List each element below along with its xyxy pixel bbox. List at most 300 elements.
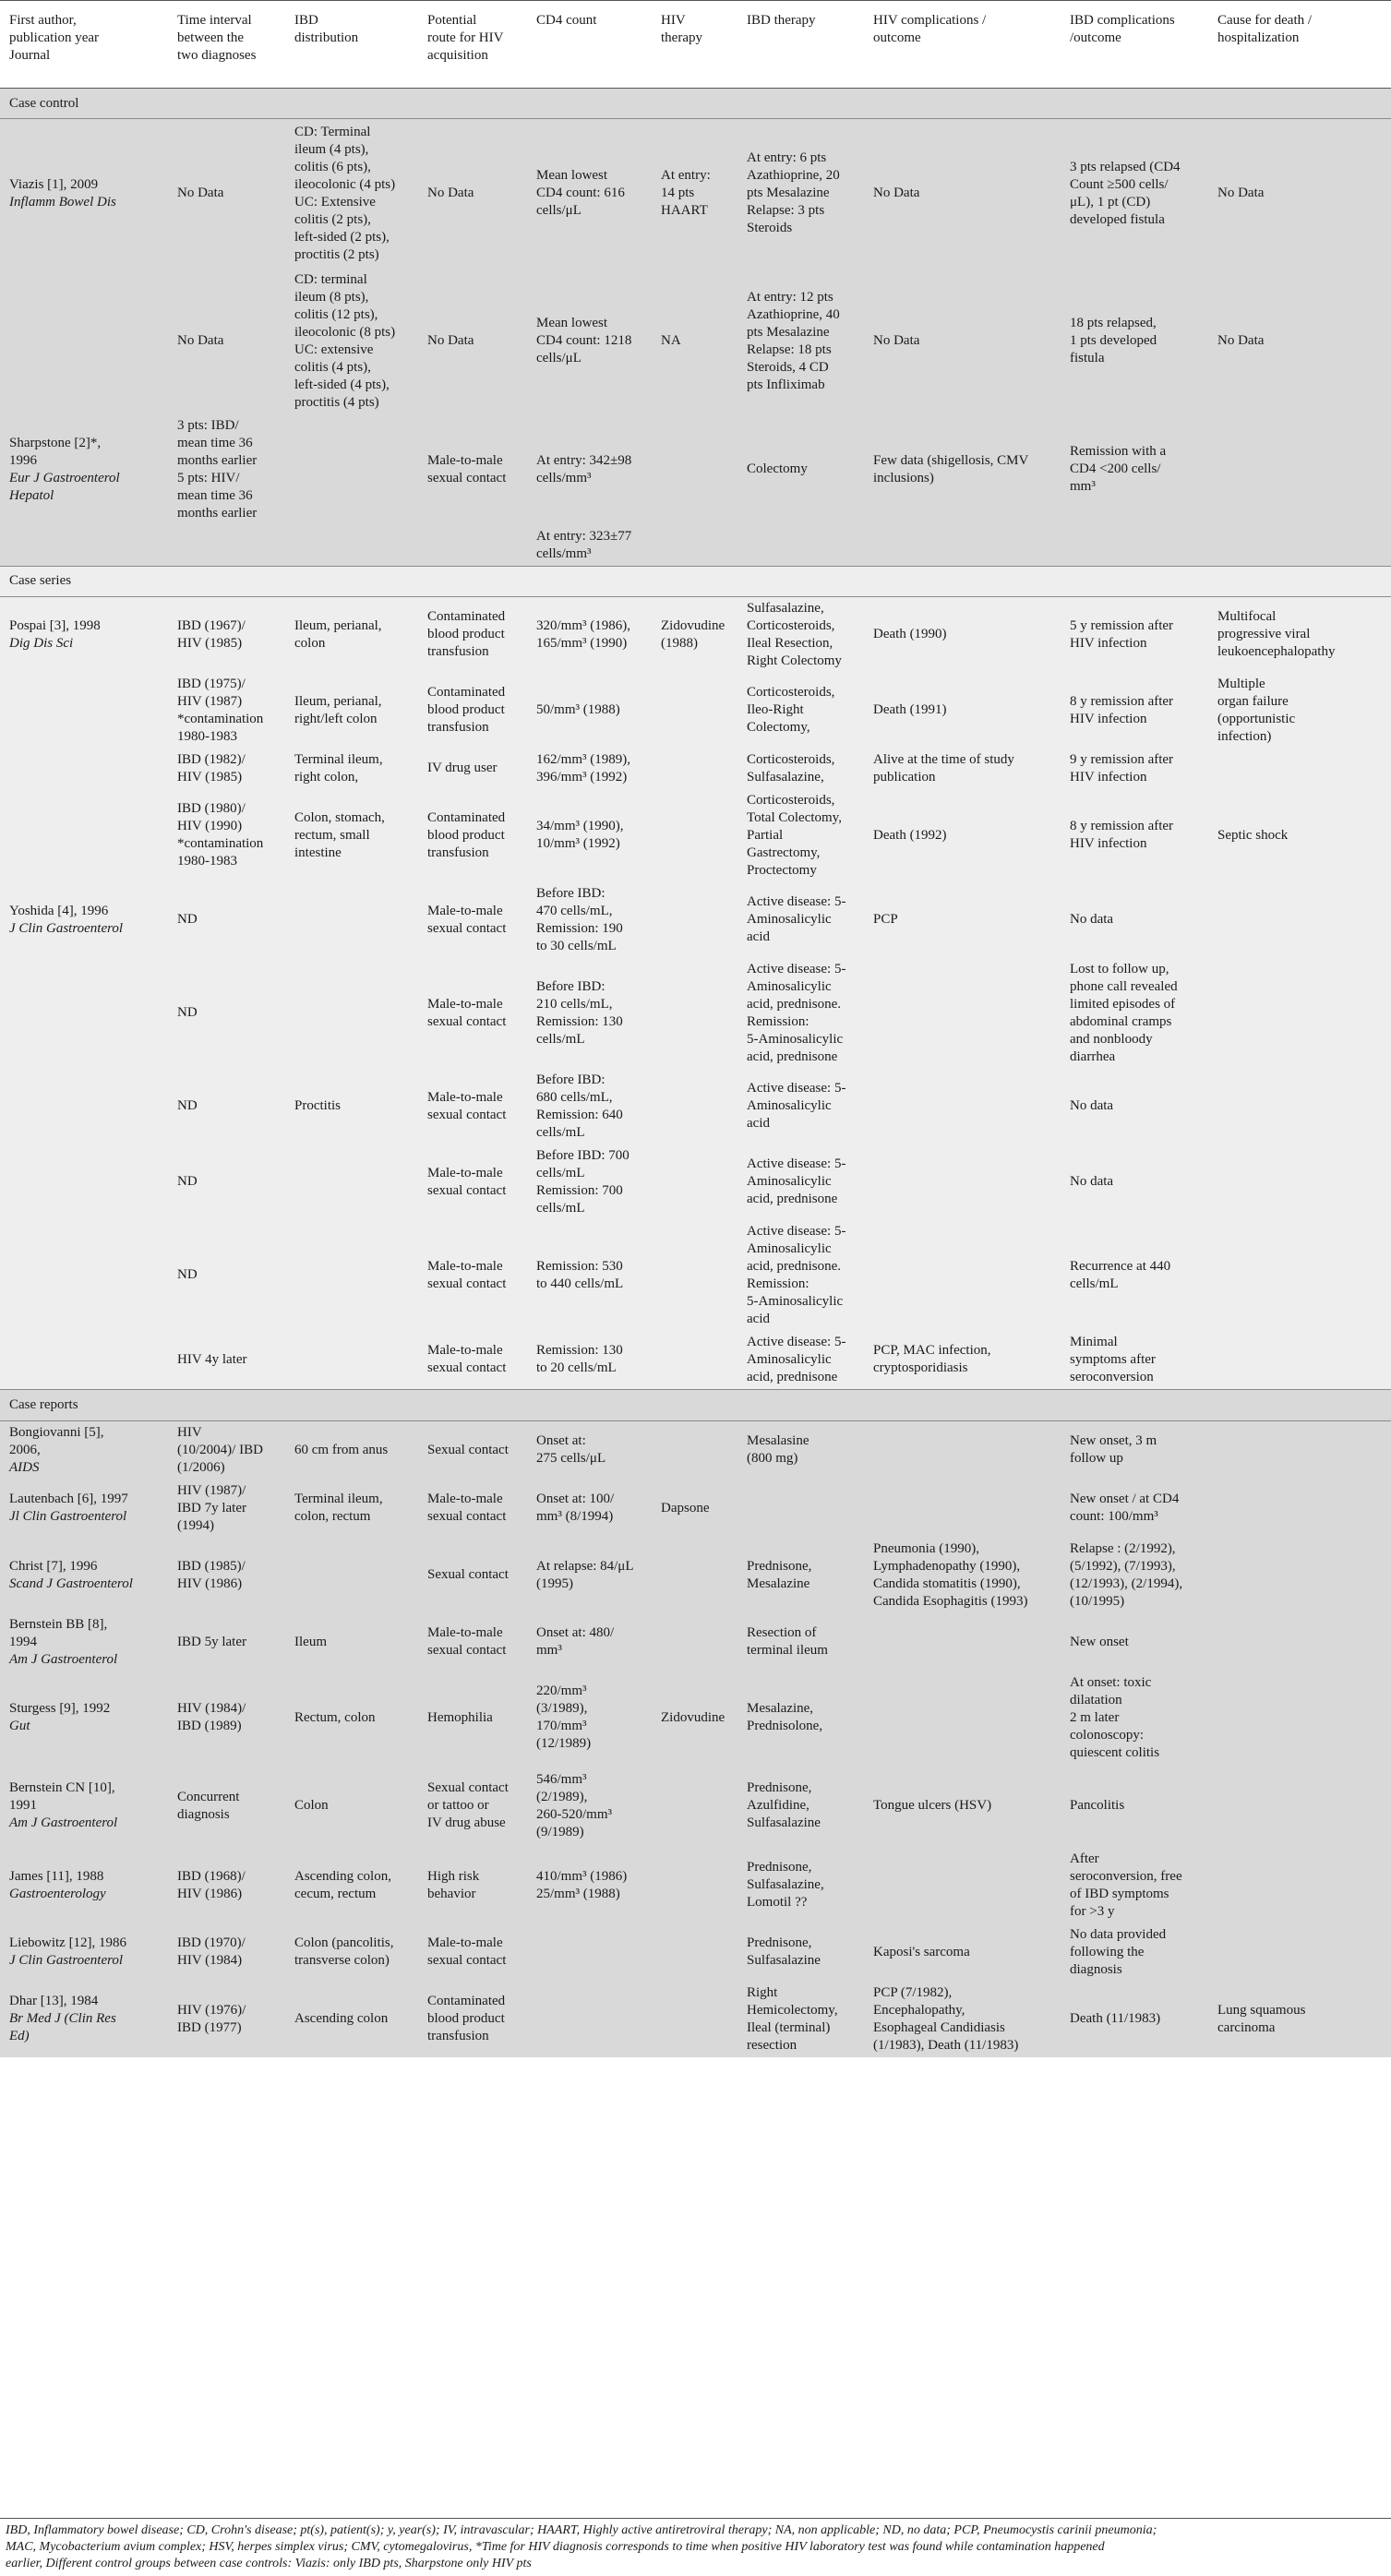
section-title: Case series [0,566,1391,596]
table-row [0,1848,1391,1923]
interval-cell: ND [168,958,285,1069]
interval-cell: IBD (1968)/ HIV (1986) [168,1848,285,1923]
route-cell: Contaminated blood product transfusion [418,673,527,749]
journal-name: Am J Gastroenterol [9,1815,118,1830]
journal-name: Gut [9,1719,30,1733]
hiv-therapy-cell [652,882,737,958]
interval-cell: ND [168,1069,285,1144]
hiv-therapy-cell [652,958,737,1069]
author-name: Bernstein BB [8], 1994 [9,1616,108,1649]
section-title-row [0,89,1391,119]
ibd-outcome-cell: New onset [1061,1613,1208,1671]
cd4-cell: Mean lowest CD4 count: 616 cells/μL [527,119,652,269]
cd4-cell: 410/mm³ (1986) 25/mm³ (1988) [527,1848,652,1923]
ibd-outcome-cell: Recurrence at 440 cells/mL [1061,1220,1208,1331]
hiv-therapy-cell [652,1220,737,1331]
cd4-cell: 34/mm³ (1990), 10/mm³ (1992) [527,789,652,882]
route-cell: High risk behavior [418,1848,527,1923]
ibd-outcome-cell: No data [1061,1144,1208,1220]
table-row [0,596,1391,673]
section-1 [0,89,1391,567]
section-title-row [0,566,1391,596]
death-cell [1208,525,1391,567]
interval-cell: 3 pts: IBD/ mean time 36 months earlier 5 pts: HIV/ mean time 36 months earlier [168,414,285,525]
ibd-outcome-cell: Remission with a CD4 <200 cells/ mm³ [1061,414,1208,525]
section-title-row [0,1389,1391,1420]
journal-name: Am J Gastroenterol [9,1651,118,1667]
distribution-cell: CD: Terminal ileum (4 pts), colitis (6 pts), ileocolonic (4 pts) UC: Extensive colitis (2 pts), left-sided (2 pts), proctitis (2 pts) [285,119,418,269]
table-footnote [0,2518,1391,2572]
header-author: First author, publication year Journal [0,1,168,89]
interval-cell [168,525,285,567]
journal-name: Dig Dis Sci [9,635,74,651]
cd4-cell: 546/mm³ (2/1989), 260-520/mm³ (9/1989) [527,1765,652,1848]
table-row [0,119,1391,269]
author-cell [0,882,168,958]
table-row [0,1671,1391,1765]
hiv-therapy-cell [652,673,737,749]
author-name: Liebowitz [12], 1986 [9,1935,127,1950]
ibd-therapy-cell: At entry: 6 pts Azathioprine, 20 pts Mesalazine Relapse: 3 pts Steroids [737,119,864,269]
table-row [0,673,1391,749]
table-row [0,789,1391,882]
route-cell: Hemophilia [418,1671,527,1765]
table-row [0,525,1391,567]
ibd-outcome-cell: Lost to follow up, phone call revealed limited episodes of abdominal cramps and nonbloody diarrhea [1061,958,1208,1069]
hiv-outcome-cell: Death (1990) [864,596,1061,673]
route-cell: Male-to-male sexual contact [418,414,527,525]
hiv-outcome-cell: No Data [864,269,1061,414]
distribution-cell: Ascending colon, cecum, rectum [285,1848,418,1923]
ibd-outcome-cell: No data [1061,882,1208,958]
cd4-cell: 162/mm³ (1989), 396/mm³ (1992) [527,749,652,789]
ibd-outcome-cell: At onset: toxic dilatation 2 m later colonoscopy: quiescent colitis [1061,1671,1208,1765]
author-cell [0,1069,168,1144]
distribution-cell: Ascending colon [285,1982,418,2057]
distribution-cell: Ileum [285,1613,418,1671]
hiv-outcome-cell: PCP (7/1982), Encephalopathy, Esophageal Candidiasis (1/1983), Death (11/1983) [864,1982,1061,2057]
route-cell: No Data [418,269,527,414]
hiv-outcome-cell [864,1144,1061,1220]
hiv-therapy-cell [652,1982,737,2057]
death-cell: Multiple organ failure (opportunistic infection) [1208,673,1391,749]
author-cell [0,1613,168,1671]
hiv-therapy-cell [652,1765,737,1848]
hiv-therapy-cell: NA [652,269,737,414]
table-row [0,1144,1391,1220]
author-cell [0,749,168,789]
ibd-therapy-cell: Colectomy [737,414,864,525]
author-name: Dhar [13], 1984 [9,1994,99,2008]
ibd-therapy-cell: Active disease: 5- Aminosalicylic acid [737,1069,864,1144]
distribution-cell: Colon (pancolitis, transverse colon) [285,1923,418,1982]
journal-name: Br Med J (Clin Res Ed) [9,2011,116,2043]
cd4-cell: Onset at: 100/ mm³ (8/1994) [527,1480,652,1538]
hiv-therapy-cell: Dapsone [652,1480,737,1538]
cd4-cell: Onset at: 480/ mm³ [527,1613,652,1671]
hiv-outcome-cell [864,1220,1061,1331]
ibd-outcome-cell: 3 pts relapsed (CD4 Count ≥500 cells/ μL), 1 pt (CD) developed fistula [1061,119,1208,269]
author-cell [0,1538,168,1613]
interval-cell: Concurrent diagnosis [168,1765,285,1848]
author-name: Sturgess [9], 1992 [9,1701,111,1716]
ibd-outcome-cell: Minimal symptoms after seroconversion [1061,1331,1208,1390]
interval-cell: ND [168,1220,285,1331]
death-cell [1208,414,1391,525]
distribution-cell: Ileum, perianal, colon [285,596,418,673]
author-cell [0,673,168,749]
hiv-outcome-cell: PCP, MAC infection, cryptosporidiasis [864,1331,1061,1390]
death-cell [1208,1220,1391,1331]
ibd-therapy-cell: Corticosteroids, Total Colectomy, Partial Gastrectomy, Proctectomy [737,789,864,882]
ibd-therapy-cell [737,1480,864,1538]
ibd-therapy-cell: Corticosteroids, Ileo-Right Colectomy, [737,673,864,749]
journal-name: J Clin Gastroenterol [9,920,124,936]
hiv-outcome-cell: Alive at the time of study publication [864,749,1061,789]
interval-cell: IBD (1980)/ HIV (1990) *contamination 1980-1983 [168,789,285,882]
ibd-outcome-cell: Death (11/1983) [1061,1982,1208,2057]
distribution-cell [285,958,418,1069]
ibd-therapy-cell: Right Hemicolectomy, Ileal (terminal) resection [737,1982,864,2057]
author-cell [0,525,168,567]
hiv-outcome-cell: Pneumonia (1990), Lymphadenopathy (1990), Candida stomatitis (1990), Candida Esophagitis (1993) [864,1538,1061,1613]
cd4-cell: At relapse: 84/μL (1995) [527,1538,652,1613]
ibd-therapy-cell: Active disease: 5- Aminosalicylic acid, prednisone. Remission: 5-Aminosalicylic acid, prednisone [737,958,864,1069]
death-cell [1208,1671,1391,1765]
hiv-therapy-cell [652,1420,737,1480]
ibd-outcome-cell: Relapse : (2/1992), (5/1992), (7/1993), (12/1993), (2/1994), (10/1995) [1061,1538,1208,1613]
death-cell [1208,749,1391,789]
ibd-outcome-cell: New onset, 3 m follow up [1061,1420,1208,1480]
hiv-therapy-cell [652,1144,737,1220]
table-row [0,269,1391,414]
cd4-cell: Before IBD: 210 cells/mL, Remission: 130 cells/mL [527,958,652,1069]
interval-cell: IBD (1982)/ HIV (1985) [168,749,285,789]
hiv-therapy-cell [652,414,737,525]
section-title: Case reports [0,1389,1391,1420]
author-cell [0,1144,168,1220]
ibd-outcome-cell: 18 pts relapsed, 1 pts developed fistula [1061,269,1208,414]
header-row [0,1,1391,89]
distribution-cell: CD: terminal ileum (8 pts), colitis (12 pts), ileocolonic (8 pts) UC: extensive colitis (4 pts), left-sided (4 pts), proctitis (4 pts) [285,269,418,414]
hiv-therapy-cell: Zidovudine (1988) [652,596,737,673]
ibd-therapy-cell: Active disease: 5- Aminosalicylic acid [737,882,864,958]
cd4-cell [527,1982,652,2057]
hiv-therapy-cell: Zidovudine [652,1671,737,1765]
hiv-outcome-cell [864,1480,1061,1538]
route-cell: Male-to-male sexual contact [418,1220,527,1331]
ibd-therapy-cell: Active disease: 5- Aminosalicylic acid, prednisone [737,1331,864,1390]
author-name: Yoshida [4], 1996 [9,903,109,918]
author-name: Sharpstone [2]*, 1996 [9,435,102,468]
author-cell [0,1220,168,1331]
interval-cell: HIV (1987)/ IBD 7y later (1994) [168,1480,285,1538]
author-cell [0,269,168,414]
footnote-line-3: earlier, Different control groups between case controls: Viazis: only IBD pts, Sharpstone only HIV pts [6,2557,532,2570]
ibd-outcome-cell: No data provided following the diagnosis [1061,1923,1208,1982]
hiv-outcome-cell [864,1613,1061,1671]
journal-name: AIDS [9,1459,40,1475]
interval-cell: IBD (1967)/ HIV (1985) [168,596,285,673]
ibd-outcome-cell: Pancolitis [1061,1765,1208,1848]
author-name: James [11], 1988 [9,1868,104,1884]
interval-cell: HIV (10/2004)/ IBD (1/2006) [168,1420,285,1480]
hiv-therapy-cell [652,1613,737,1671]
ibd-therapy-cell: Active disease: 5- Aminosalicylic acid, prednisone. Remission: 5-Aminosalicylic acid [737,1220,864,1331]
header-ibd-outcome: IBD complications /outcome [1061,1,1208,89]
header-distribution: IBD distribution [285,1,418,89]
ibd-outcome-cell [1061,525,1208,567]
cd4-cell: 220/mm³ (3/1989), 170/mm³ (12/1989) [527,1671,652,1765]
distribution-cell [285,1220,418,1331]
author-cell [0,414,168,525]
journal-name: Scand J Gastroenterol [9,1576,133,1591]
author-cell [0,1480,168,1538]
cd4-cell: Remission: 530 to 440 cells/mL [527,1220,652,1331]
author-cell [0,1848,168,1923]
ibd-therapy-cell: Prednisone, Sulfasalazine, Lomotil ?? [737,1848,864,1923]
death-cell [1208,1613,1391,1671]
death-cell [1208,1765,1391,1848]
route-cell: No Data [418,119,527,269]
cd4-cell: Before IBD: 700 cells/mL Remission: 700 cells/mL [527,1144,652,1220]
route-cell: Sexual contact or tattoo or IV drug abuse [418,1765,527,1848]
ibd-therapy-cell: Prednisone, Sulfasalazine [737,1923,864,1982]
author-name: Christ [7], 1996 [9,1558,98,1574]
distribution-cell: Ileum, perianal, right/left colon [285,673,418,749]
header-hiv-therapy: HIV therapy [652,1,737,89]
hiv-outcome-cell: No Data [864,119,1061,269]
interval-cell: IBD (1970)/ HIV (1984) [168,1923,285,1982]
distribution-cell [285,1331,418,1390]
interval-cell: HIV (1976)/ IBD (1977) [168,1982,285,2057]
distribution-cell [285,882,418,958]
ibd-therapy-cell: Mesalasine (800 mg) [737,1420,864,1480]
ibd-outcome-cell: 9 y remission after HIV infection [1061,749,1208,789]
author-cell [0,1420,168,1480]
death-cell [1208,882,1391,958]
route-cell: Male-to-male sexual contact [418,882,527,958]
ibd-therapy-cell [737,525,864,567]
interval-cell: HIV (1984)/ IBD (1989) [168,1671,285,1765]
author-name: Lautenbach [6], 1997 [9,1492,128,1506]
distribution-cell: Terminal ileum, right colon, [285,749,418,789]
death-cell: Lung squamous carcinoma [1208,1982,1391,2057]
table-row [0,882,1391,958]
journal-name: Inflamm Bowel Dis [9,194,116,210]
route-cell: Male-to-male sexual contact [418,1480,527,1538]
death-cell [1208,1480,1391,1538]
table-row [0,1069,1391,1144]
route-cell: Male-to-male sexual contact [418,1144,527,1220]
ibd-therapy-cell: Mesalazine, Prednisolone, [737,1671,864,1765]
hiv-outcome-cell [864,1671,1061,1765]
journal-name: Eur J Gastroenterol Hepatol [9,470,120,503]
ibd-therapy-cell: Sulfasalazine, Corticosteroids, Ileal Resection, Right Colectomy [737,596,864,673]
ibd-outcome-cell: 8 y remission after HIV infection [1061,673,1208,749]
table-row [0,1220,1391,1331]
cd4-cell: Before IBD: 470 cells/mL, Remission: 190 to 30 cells/mL [527,882,652,958]
death-cell [1208,1923,1391,1982]
distribution-cell: Terminal ileum, colon, rectum [285,1480,418,1538]
footnote-line-1: IBD, Inflammatory bowel disease; CD, Crohn's disease; pt(s), patient(s); y, year(s); IV, intravascular; HAART, Highly active antiretroviral therapy; NA, non applicable; ND, no data; PCP, Pneumocystis carinii pneumonia; [6,2523,1157,2537]
distribution-cell: 60 cm from anus [285,1420,418,1480]
interval-cell: No Data [168,119,285,269]
cd4-cell: Remission: 130 to 20 cells/mL [527,1331,652,1390]
route-cell: Sexual contact [418,1420,527,1480]
footnote-line-2: MAC, Mycobacterium avium complex; HSV, herpes simplex virus; CMV, cytomegalovirus, *Time for HIV diagnosis corresponds to time when positive HIV laboratory test was found while contamination happened [6,2540,1105,2554]
author-cell [0,1765,168,1848]
ibd-outcome-cell: 5 y remission after HIV infection [1061,596,1208,673]
cd4-cell: Mean lowest CD4 count: 1218 cells/μL [527,269,652,414]
header-interval: Time interval between the two diagnoses [168,1,285,89]
journal-name: Jl Clin Gastroenterol [9,1509,127,1524]
author-cell [0,789,168,882]
table-row [0,1420,1391,1480]
hiv-outcome-cell: PCP [864,882,1061,958]
author-cell [0,1331,168,1390]
cd4-cell: 50/mm³ (1988) [527,673,652,749]
hiv-therapy-cell [652,1069,737,1144]
hiv-outcome-cell [864,525,1061,567]
distribution-cell [285,1538,418,1613]
cd4-cell: At entry: 342±98 cells/mm³ [527,414,652,525]
header-cd4: CD4 count [527,1,652,89]
table-row [0,1765,1391,1848]
section-3 [0,1389,1391,2057]
ibd-outcome-cell: New onset / at CD4 count: 100/mm³ [1061,1480,1208,1538]
author-cell [0,1982,168,2057]
cd4-cell: Onset at: 275 cells/μL [527,1420,652,1480]
author-cell [0,119,168,269]
interval-cell: IBD 5y later [168,1613,285,1671]
hiv-therapy-cell [652,1538,737,1613]
author-cell [0,596,168,673]
section-title: Case control [0,89,1391,119]
route-cell: Contaminated blood product transfusion [418,596,527,673]
route-cell: Male-to-male sexual contact [418,1069,527,1144]
author-name: Pospai [3], 1998 [9,617,101,633]
author-name: Bernstein CN [10], 1991 [9,1780,115,1813]
ibd-therapy-cell: At entry: 12 pts Azathioprine, 40 pts Mesalazine Relapse: 18 pts Steroids, 4 CD pts Infliximab [737,269,864,414]
ibd-therapy-cell: Prednisone, Azulfidine, Sulfasalazine [737,1765,864,1848]
death-cell: Septic shock [1208,789,1391,882]
route-cell: Male-to-male sexual contact [418,958,527,1069]
table-row [0,1923,1391,1982]
cd4-cell: Before IBD: 680 cells/mL, Remission: 640 cells/mL [527,1069,652,1144]
death-cell [1208,958,1391,1069]
route-cell [418,525,527,567]
table-row [0,1538,1391,1613]
cd4-cell [527,1923,652,1982]
author-name: Bongiovanni [5], 2006, [9,1424,104,1457]
ibd-therapy-cell: Resection of terminal ileum [737,1613,864,1671]
hiv-outcome-cell [864,1069,1061,1144]
hiv-therapy-cell [652,525,737,567]
hiv-therapy-cell [652,789,737,882]
distribution-cell [285,414,418,525]
section-2 [0,566,1391,1389]
hiv-therapy-cell [652,1331,737,1390]
hiv-outcome-cell: Few data (shigellosis, CMV inclusions) [864,414,1061,525]
hiv-outcome-cell: Tongue ulcers (HSV) [864,1765,1061,1848]
interval-cell: IBD (1985)/ HIV (1986) [168,1538,285,1613]
ibd-outcome-cell: After seroconversion, free of IBD symptoms for >3 y [1061,1848,1208,1923]
distribution-cell [285,525,418,567]
hiv-outcome-cell [864,958,1061,1069]
route-cell: Contaminated blood product transfusion [418,1982,527,2057]
distribution-cell: Colon, stomach, rectum, small intestine [285,789,418,882]
table-row [0,1480,1391,1538]
header-ibd-therapy: IBD therapy [737,1,864,89]
death-cell [1208,1331,1391,1390]
hiv-therapy-cell: At entry: 14 pts HAART [652,119,737,269]
death-cell [1208,1144,1391,1220]
route-cell: Male-to-male sexual contact [418,1923,527,1982]
route-cell: Sexual contact [418,1538,527,1613]
route-cell: Male-to-male sexual contact [418,1331,527,1390]
route-cell: IV drug user [418,749,527,789]
hiv-therapy-cell [652,1923,737,1982]
cd4-cell: At entry: 323±77 cells/mm³ [527,525,652,567]
interval-cell: HIV 4y later [168,1331,285,1390]
ibd-therapy-cell: Prednisone, Mesalazine [737,1538,864,1613]
table-row [0,414,1391,525]
ibd-therapy-cell: Active disease: 5- Aminosalicylic acid, prednisone [737,1144,864,1220]
death-cell [1208,1069,1391,1144]
author-cell [0,1671,168,1765]
table-row [0,749,1391,789]
table-row [0,1982,1391,2057]
table-row [0,1331,1391,1390]
interval-cell: ND [168,882,285,958]
death-cell: Multifocal progressive viral leukoencephalopathy [1208,596,1391,673]
interval-cell: No Data [168,269,285,414]
death-cell [1208,1848,1391,1923]
header-death: Cause for death / hospitalization [1208,1,1391,89]
hiv-therapy-cell [652,1848,737,1923]
author-name: Viazis [1], 2009 [9,176,99,192]
route-cell: Male-to-male sexual contact [418,1613,527,1671]
death-cell: No Data [1208,119,1391,269]
distribution-cell [285,1144,418,1220]
ibd-outcome-cell: 8 y remission after HIV infection [1061,789,1208,882]
author-cell [0,958,168,1069]
hiv-therapy-cell [652,749,737,789]
hiv-outcome-cell: Death (1992) [864,789,1061,882]
distribution-cell: Proctitis [285,1069,418,1144]
death-cell [1208,1420,1391,1480]
journal-name: Gastroenterology [9,1886,106,1901]
hiv-outcome-cell: Death (1991) [864,673,1061,749]
death-cell [1208,1538,1391,1613]
ibd-therapy-cell: Corticosteroids, Sulfasalazine, [737,749,864,789]
header-hiv-outcome: HIV complications / outcome [864,1,1061,89]
header-route: Potential route for HIV acquisition [418,1,527,89]
table-row [0,1613,1391,1671]
interval-cell: IBD (1975)/ HIV (1987) *contamination 1980-1983 [168,673,285,749]
distribution-cell: Colon [285,1765,418,1848]
interval-cell: ND [168,1144,285,1220]
hiv-outcome-cell: Kaposi's sarcoma [864,1923,1061,1982]
ibd-outcome-cell: No data [1061,1069,1208,1144]
table-row [0,958,1391,1069]
journal-name: J Clin Gastroenterol [9,1953,124,1968]
author-cell [0,1923,168,1982]
route-cell: Contaminated blood product transfusion [418,789,527,882]
death-cell: No Data [1208,269,1391,414]
hiv-outcome-cell [864,1848,1061,1923]
